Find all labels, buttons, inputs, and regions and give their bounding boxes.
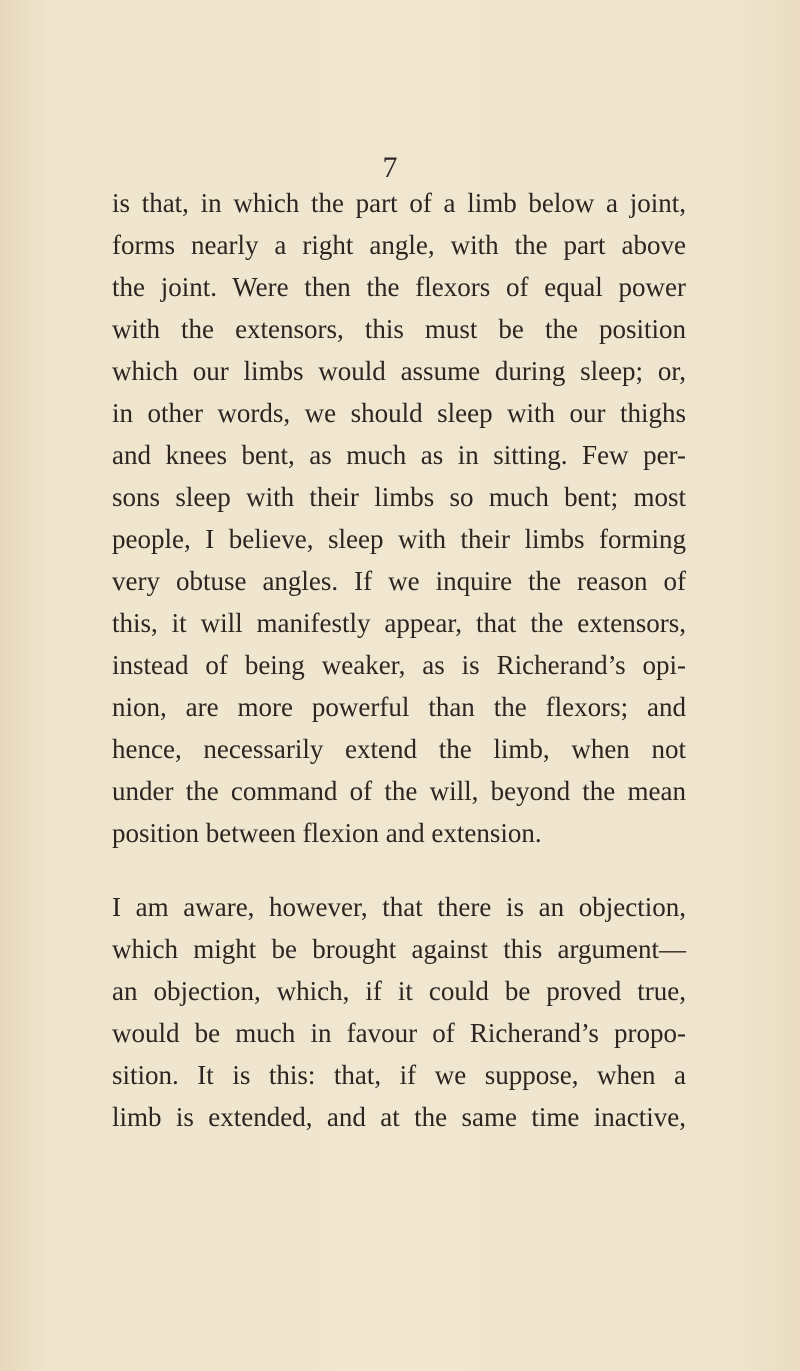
text-line: nion, are more powerful than the flexors; and [112,692,686,722]
text-line: in other words, we should sleep with our thighs [112,398,686,428]
text-line: limb is extended, and at the same time inactive, [112,1102,686,1132]
text-line: sition. It is this: that, if we suppose, when a [112,1060,686,1090]
text-line: instead of being weaker, as is Richerand’s opi- [112,650,686,680]
text-line: which might be brought against this argument— [112,934,686,964]
text-line: the joint. Were then the flexors of equal power [112,272,686,302]
text-line: would be much in favour of Richerand’s propo- [112,1018,686,1048]
text-line: with the extensors, this must be the position [112,314,686,344]
text-line: hence, necessarily extend the limb, when not [112,734,686,764]
text-line: very obtuse angles. If we inquire the reason of [112,566,686,596]
text-line: an objection, which, if it could be proved true, [112,976,686,1006]
text-line: position between flexion and extension. [112,818,542,848]
paragraph-2 [112,886,686,1138]
text-line: under the command of the will, beyond the mean [112,776,686,806]
text-line: which our limbs would assume during sleep; or, [112,356,686,386]
text-line: is that, in which the part of a limb below a joint, [112,188,686,218]
paragraph-1 [112,182,686,854]
page-number: 7 [382,151,398,184]
text-line: I am aware, however, that there is an objection, [112,892,686,922]
text-line: forms nearly a right angle, with the part above [112,230,686,260]
text-line: sons sleep with their limbs so much bent; most [112,482,686,512]
text-line: and knees bent, as much as in sitting. Few per- [112,440,686,470]
text-line: this, it will manifestly appear, that the extensors, [112,608,686,638]
text-line: people, I believe, sleep with their limbs forming [112,524,686,554]
